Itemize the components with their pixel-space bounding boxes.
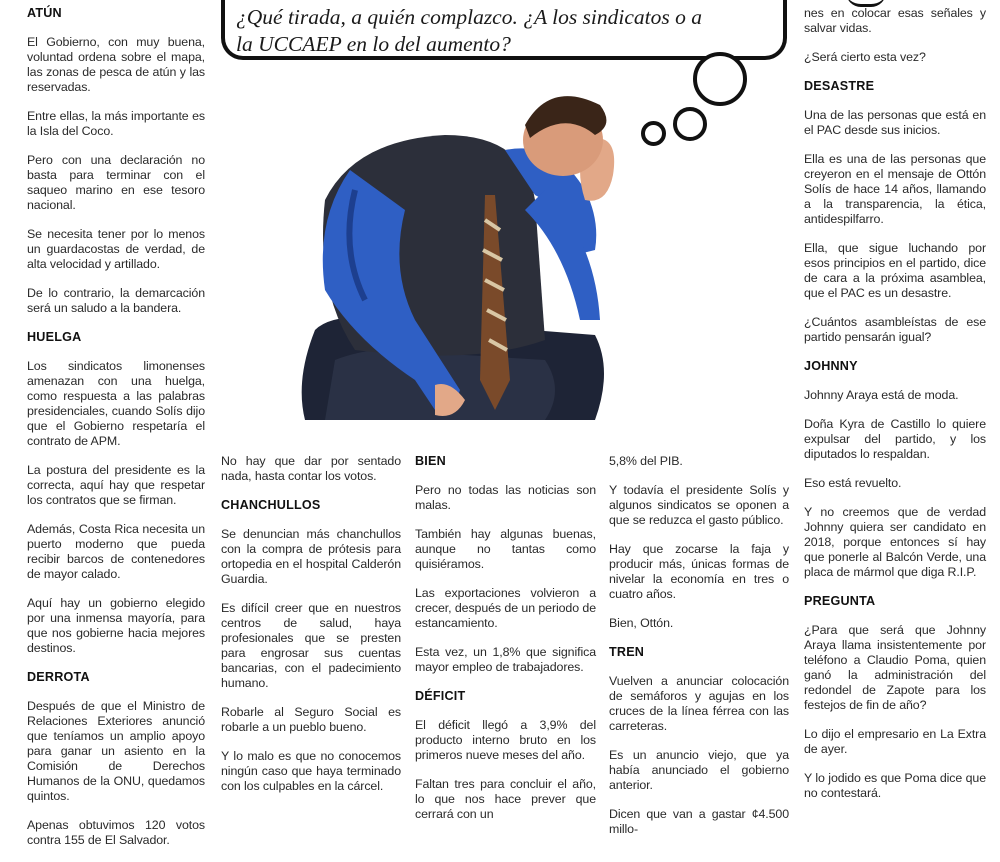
paragraph: Una de las personas que está en el PAC desde sus inicios.	[804, 108, 986, 137]
paragraph: Las exportaciones volvieron a crecer, después de un periodo de estancamiento.	[415, 586, 596, 630]
paragraph: Es un anuncio viejo, que ya había anunciado el gobierno anterior.	[609, 748, 789, 792]
column-1	[27, 6, 205, 862]
bubble-line-2: la UCCAEP en lo del aumento?	[236, 32, 511, 56]
paragraph: Lo dijo el empresario en La Extra de ayer.	[804, 727, 986, 756]
paragraph: También hay algunas buenas, aunque no tantas como quisiéramos.	[415, 527, 596, 571]
worried-man-photo	[295, 80, 617, 422]
paragraph: Aquí hay un gobierno elegido por una inmensa mayoría, para que nos gobierne hacia mejores destinos.	[27, 596, 205, 655]
paragraph: Dicen que van a gastar ¢4.500 millo-	[609, 807, 789, 836]
paragraph: Hay que zocarse la faja y producir más, únicas formas de nivelar la economía en tres o cuatro años.	[609, 542, 789, 601]
paragraph: Bien, Ottón.	[609, 616, 674, 630]
heading-johnny: JOHNNY	[804, 359, 858, 373]
paragraph: ¿Cuántos asambleístas de ese partido pensarán igual?	[804, 315, 986, 344]
paragraph: Los sindicatos limonenses amenazan con una huelga, como respuesta a las palabras presidenciales, cuando Solís dijo que el Gobierno respetaría el contrato de APM.	[27, 359, 205, 448]
paragraph: El Gobierno, con muy buena, voluntad ordena sobre el mapa, las zonas de pesca de atún y las reservadas.	[27, 35, 205, 94]
paragraph: Y no creemos que de verdad Johnny quiera ser candidato en 2018, porque entonces sí hay que ponerle al Balcón Verde, una placa de mármol que diga R.I.P.	[804, 505, 986, 579]
paragraph: Faltan tres para concluir el año, lo que nos hace prever que cerrará con un	[415, 777, 596, 821]
heading-pregunta: PREGUNTA	[804, 594, 876, 608]
paragraph: Ella es una de las personas que creyeron en el mensaje de Ottón Solís de hace 14 años, llamando a la transparencia, la ética, antidespilfarro.	[804, 152, 986, 226]
thought-circle-large	[693, 52, 747, 106]
heading-deficit: DÉFICIT	[415, 689, 466, 703]
paragraph: De lo contrario, la demarcación será un saludo a la bandera.	[27, 286, 205, 315]
paragraph: Doña Kyra de Castillo lo quiere expulsar del partido, y los diputados lo respaldan.	[804, 417, 986, 461]
paragraph: Es difícil creer que en nuestros centros de salud, haya profesionales que se presten para engrosar sus cuentas bancarias, con el padecimiento humano.	[221, 601, 401, 690]
paragraph: ¿Será cierto esta vez?	[804, 50, 926, 64]
paragraph: 5,8% del PIB.	[609, 454, 683, 468]
paragraph: Además, Costa Rica necesita un puerto moderno que pueda recibir barcos de contenedores de mayor calado.	[27, 522, 205, 581]
thought-bubble-text	[236, 4, 776, 58]
paragraph: Johnny Araya está de moda.	[804, 388, 959, 402]
paragraph: nes en colocar esas señales y salvar vidas.	[804, 6, 986, 35]
heading-bien: BIEN	[415, 454, 446, 468]
paragraph: Y todavía el presidente Solís y algunos sindicatos se oponen a que se reduzca el gasto público.	[609, 483, 789, 527]
column-5	[804, 6, 986, 815]
paragraph: Ella, que sigue luchando por esos principios en el partido, dice de cara a la próxima asamblea, que el PAC es un desastre.	[804, 241, 986, 300]
paragraph: La postura del presidente es la correcta, aquí hay que respetar los contratos que se firman.	[27, 463, 205, 507]
heading-atun: ATÚN	[27, 6, 62, 20]
paragraph: Robarle al Seguro Social es robarle a un pueblo bueno.	[221, 705, 401, 734]
paragraph: Esta vez, un 1,8% que significa mayor empleo de trabajadores.	[415, 645, 596, 674]
thought-circle-medium	[673, 107, 707, 141]
heading-desastre: DESASTRE	[804, 79, 875, 93]
paragraph: No hay que dar por sentado nada, hasta contar los votos.	[221, 454, 401, 483]
paragraph: Pero no todas las noticias son malas.	[415, 483, 596, 512]
column-3	[415, 454, 596, 836]
paragraph: Eso está revuelto.	[804, 476, 902, 490]
paragraph: El déficit llegó a 3,9% del producto interno bruto en los primeros nueve meses del año.	[415, 718, 596, 762]
paragraph: Se necesita tener por lo menos un guardacostas de verdad, de alta velocidad y artillado.	[27, 227, 205, 271]
paragraph: Vuelven a anunciar colocación de semáforos y agujas en los cruces de la línea férrea con las carreteras.	[609, 674, 789, 733]
heading-derrota: DERROTA	[27, 670, 90, 684]
heading-chanchullos: CHANCHULLOS	[221, 498, 321, 512]
paragraph: Entre ellas, la más importante es la Isla del Coco.	[27, 109, 205, 138]
paragraph: Apenas obtuvimos 120 votos contra 155 de El Salvador.	[27, 818, 205, 847]
paragraph: Y lo jodido es que Poma dice que no contestará.	[804, 771, 986, 800]
thought-circle-small	[641, 121, 666, 146]
paragraph: Pero con una declaración no basta para terminar con el saqueo marino en ese tesoro nacional.	[27, 153, 205, 212]
column-2	[221, 454, 401, 808]
bubble-line-1: ¿Qué tirada, a quién complazco. ¿A los sindicatos o a	[236, 5, 703, 29]
paragraph: Se denuncian más chanchullos con la compra de prótesis para ortopedia en el hospital Calderón Guardia.	[221, 527, 401, 586]
paragraph: Después de que el Ministro de Relaciones Exteriores anunció que teníamos un amplio apoyo para ganar un asiento en la Comisión de Derechos Humanos de la ONU, quedamos quintos.	[27, 699, 205, 803]
paragraph: ¿Para que será que Johnny Araya llama insistentemente por teléfono a Claudio Poma, quien ganó la administración del redondel de Zapote para los festejos de fin de año?	[804, 623, 986, 712]
heading-huelga: HUELGA	[27, 330, 82, 344]
heading-tren: TREN	[609, 645, 645, 659]
paragraph: Y lo malo es que no conocemos ningún caso que haya terminado con los culpables en la cárcel.	[221, 749, 401, 793]
column-4	[609, 454, 789, 851]
